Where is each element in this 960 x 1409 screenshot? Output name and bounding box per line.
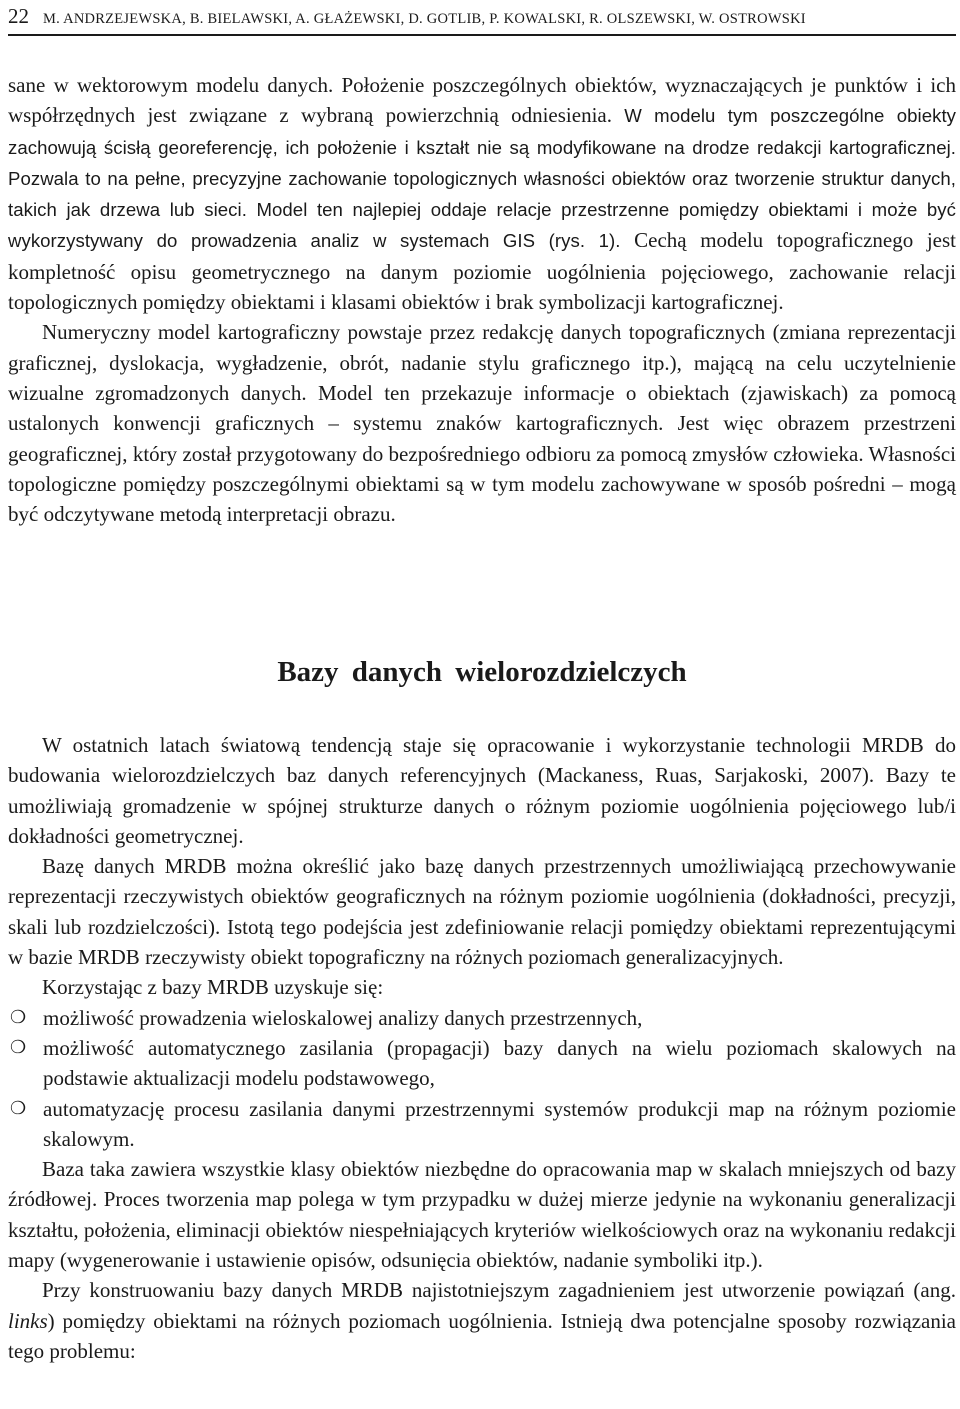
paragraph: Korzystając z bazy MRDB uzyskuje się:	[42, 975, 384, 1000]
running-header	[8, 4, 956, 34]
paragraph-sans-part: W modelu tym poszczególne obiekty zachowują ścisłą georeferencję, ich położenie i kształt nie są modyfikowane na drodze redakcji kartograficznej. Pozwala to na pełne, precyzyjne zachowanie topologicznych własności obiektów oraz tworzenie struktur danych, takich jak drzewa lub sieci. Model ten najlepiej oddaje relacje przestrzenne pomiędzy obiektami i może być wykorzystywany do prowadzenia analiz w systemach GIS (rys. 1).	[8, 105, 957, 252]
document-page	[8, 0, 956, 1409]
list-item	[8, 1003, 956, 1033]
paragraph	[8, 1275, 956, 1366]
list-item	[8, 1033, 956, 1094]
bullet-list	[8, 1003, 956, 1154]
section-body	[8, 730, 956, 1366]
paragraph-text: ) pomiędzy obiektami na różnych poziomach uogólnienia. Istnieją dwa potencjalne sposoby rozwiązania tego problemu:	[8, 1308, 956, 1363]
paragraph-text: Przy konstruowaniu bazy danych MRDB najistotniejszym zagadnieniem jest utworzenie powiązań (ang.	[42, 1278, 956, 1303]
header-rule	[8, 34, 956, 36]
paragraph: Baza taka zawiera wszystkie klasy obiektów niezbędne do opracowania map w skalach mniejszych od bazy źródłowej. Proces tworzenia map polega w tym przypadku w dużej mierze jedynie na wykonaniu generalizacji kształtu, położenia, eliminacji obiektów niespełniających kryteriów wielkościowych oraz na wykonaniu redakcji mapy (wygenerowanie i ustawienie opisów, odsunięcia obiektów, nadanie symboliki itp.).	[8, 1157, 956, 1273]
paragraph-serif-part: sane w wektorowym modelu danych. Położenie poszczególnych obiektów, wyznaczających je punktów i ich współrzędnych jest związane z wybraną powierzchnią odniesienia.	[8, 73, 956, 128]
circle-bullet-icon: ❍	[10, 1036, 27, 1058]
paragraph: Bazę danych MRDB można określić jako bazę danych przestrzennych umożliwiającą przechowywanie reprezentacji rzeczywistych obiektów geograficznych na różnym poziomie uogólnienia (dokładności, precyzji, skali lub rozdzielczości). Istotą tego podejścia jest zdefiniowanie relacji pomiędzy obiektami reprezentującymi w bazie MRDB rzeczywisty obiekt topograficzny na różnych poziomach generalizacyjnych.	[8, 854, 956, 970]
running-header-authors: M. ANDRZEJEWSKA, B. BIELAWSKI, A. GŁAŻEWSKI, D. GOTLIB, P. KOWALSKI, R. OLSZEWSKI, W. OSTROWSKI	[43, 11, 806, 27]
circle-bullet-icon: ❍	[10, 1097, 27, 1119]
paragraph-serif-part: Cechą modelu topograficznego jest kompletność opisu geometrycznego na danym poziomie uogólnienia pojęciowego, zachowanie relacji topologicznych pomiędzy obiektami i klasami obiektów i brak symbolizacji kartograficznej.	[8, 228, 957, 315]
paragraph-continued	[8, 70, 956, 317]
paragraph: Numeryczny model kartograficzny powstaje przez redakcję danych topograficznych (zmiana reprezentacji graficznej, dyslokacja, wygładzenie, obrót, nadanie stylu graficznego itp.), mającą na celu uczytelnienie wizualne zgromadzonych danych. Model ten przekazuje informacje o obiektach (zjawiskach) za pomocą ustalonych konwencji graficznych – systemu znaków kartograficznych. Jest więc obrazem przestrzeni geograficznej, który został przygotowany do bezpośredniego odbioru za pomocą zmysłów człowieka. Własności topologiczne pomiędzy poszczególnymi obiektami są w tym modelu zachowywane w sposób pośredni – mogą być odczytywane metodą interpretacji obrazu.	[8, 320, 956, 527]
page-number: 22	[8, 4, 29, 28]
list-item-text: możliwość prowadzenia wieloskalowej analizy danych przestrzennych,	[43, 1005, 643, 1030]
section-heading: Bazy danych wielorozdzielczych	[277, 656, 687, 688]
section-continuation	[8, 70, 956, 529]
circle-bullet-icon: ❍	[10, 1006, 27, 1028]
italic-term: links	[8, 1308, 48, 1333]
list-item	[8, 1094, 956, 1155]
list-item-text: możliwość automatycznego zasilania (propagacji) bazy danych na wielu poziomach skalowych na podstawie aktualizacji modelu podstawowego,	[43, 1035, 956, 1091]
paragraph: W ostatnich latach światową tendencją staje się opracowanie i wykorzystanie technologii MRDB do budowania wielorozdzielczych baz danych referencyjnych (Mackaness, Ruas, Sarjakoski, 2007). Bazy te umożliwiają gromadzenie w spójnej strukturze danych o różnym poziomie uogólnienia pojęciowego lub/i dokładności geometrycznej.	[8, 733, 956, 848]
list-item-text: automatyzację procesu zasilania danymi przestrzennymi systemów produkcji map na różnym poziomie skalowym.	[43, 1096, 956, 1151]
